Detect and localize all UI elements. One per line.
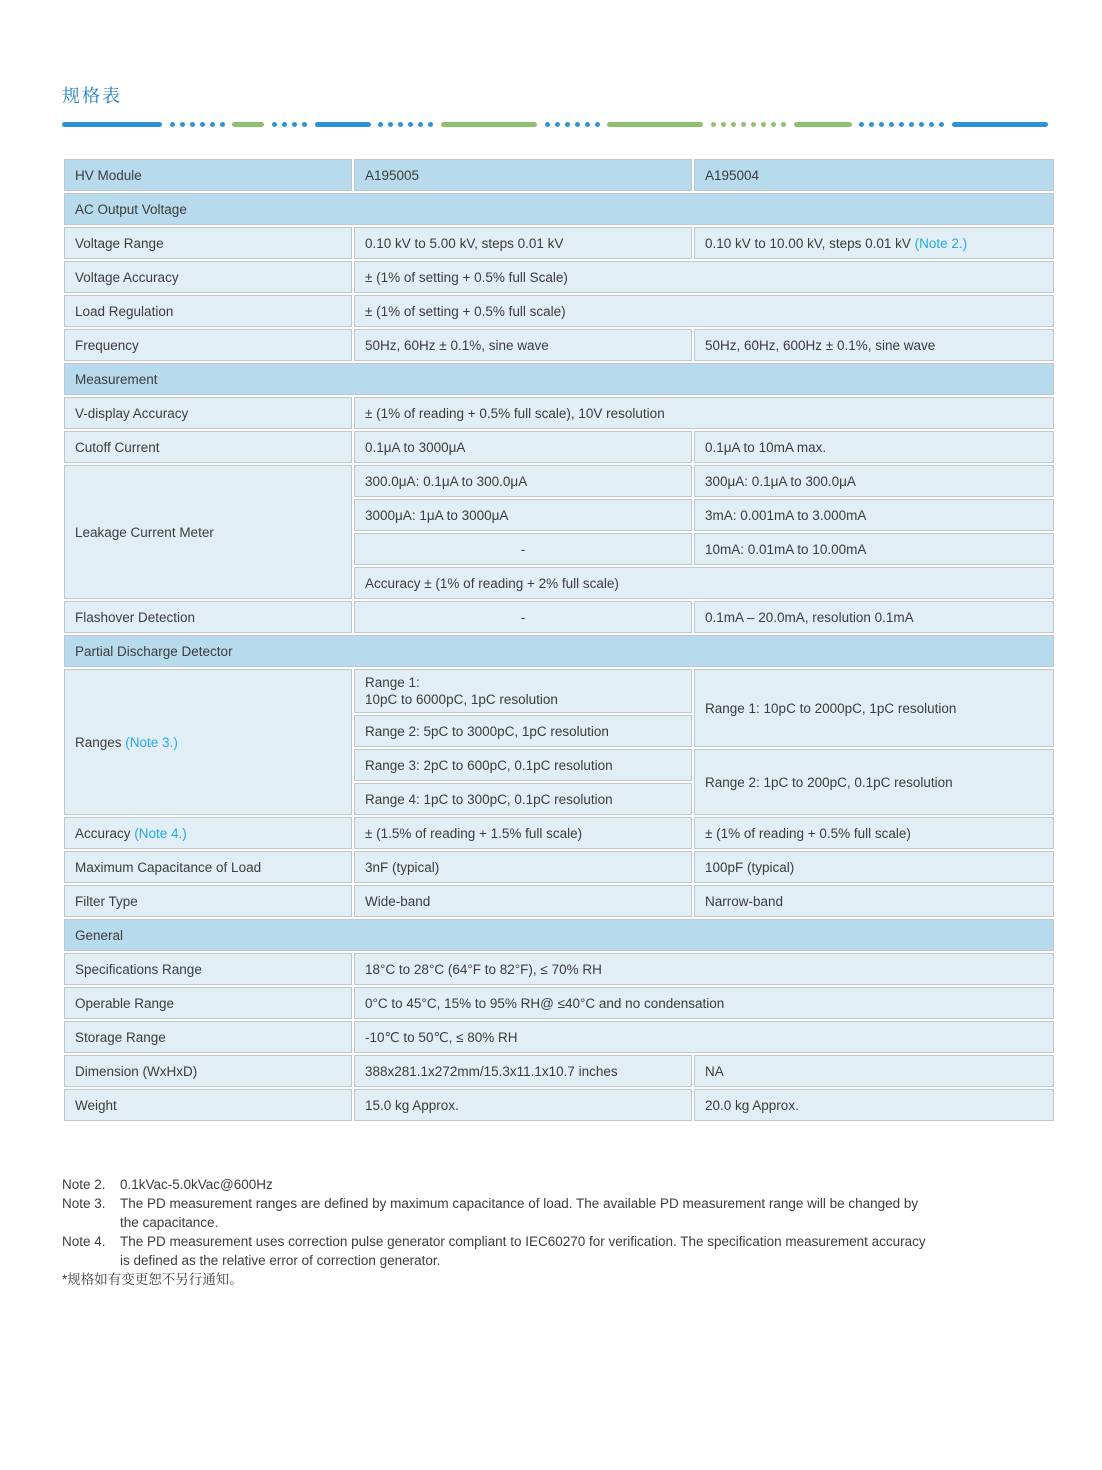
spec-value-b: ± (1% of reading + 0.5% full scale): [694, 817, 1054, 849]
spec-value-a: Wide-band: [354, 885, 692, 917]
spec-label: [64, 669, 352, 815]
spec-label: Voltage Range: [64, 227, 352, 259]
footnote-text: The PD measurement uses correction pulse generator compliant to IEC60270 for verification. The specification measurement accuracy is defined as the relative error of correction generator.: [120, 1234, 926, 1268]
spec-value-a: 0.10 kV to 5.00 kV, steps 0.01 kV: [354, 227, 692, 259]
row-filter-type: [64, 885, 1054, 917]
divider-dash: [315, 122, 371, 127]
spec-value-b: Range 1: 10pC to 2000pC, 1pC resolution: [694, 669, 1054, 747]
spec-label: Dimension (WxHxD): [64, 1055, 352, 1087]
section-measurement: [64, 363, 1054, 395]
spec-value-a: 3nF (typical): [354, 851, 692, 883]
divider-dots: [859, 122, 944, 127]
footnote-prefix: Note 4.: [62, 1234, 106, 1249]
spec-label: Operable Range: [64, 987, 352, 1019]
spec-value-b: NA: [694, 1055, 1054, 1087]
spec-label: V-display Accuracy: [64, 397, 352, 429]
spec-value: 0°C to 45°C, 15% to 95% RH@ ≤40°C and no condensation: [354, 987, 1054, 1019]
spec-label: Voltage Accuracy: [64, 261, 352, 293]
spec-value-a: Range 4: 1pC to 300pC, 0.1pC resolution: [354, 783, 692, 815]
row-leakage-current-meter: [64, 465, 1054, 497]
page-title: 规格表: [62, 86, 122, 106]
footnotes: [62, 1175, 1048, 1289]
spec-value: ± (1% of setting + 0.5% full Scale): [354, 261, 1054, 293]
section-title: General: [64, 919, 1054, 951]
section-title: Partial Discharge Detector: [64, 635, 1054, 667]
spec-value-b: 50Hz, 60Hz, 600Hz ± 0.1%, sine wave: [694, 329, 1054, 361]
spec-value-b: 10mA: 0.01mA to 10.00mA: [694, 533, 1054, 565]
spec-value-a: 300.0μA: 0.1μA to 300.0μA: [354, 465, 692, 497]
row-dimension: [64, 1055, 1054, 1087]
footnote-text: 0.1kVac-5.0kVac@600Hz: [120, 1177, 273, 1192]
spec-value-a: 388x281.1x272mm/15.3x11.1x10.7 inches: [354, 1055, 692, 1087]
header-model-b: A195004: [694, 159, 1054, 191]
spec-value-b: Range 2: 1pC to 200pC, 0.1pC resolution: [694, 749, 1054, 815]
row-weight: [64, 1089, 1054, 1121]
table-header-row: [64, 159, 1054, 191]
row-max-capacitance: [64, 851, 1054, 883]
row-ranges: [64, 669, 1054, 713]
section-pd-detector: [64, 635, 1054, 667]
divider-dash: [952, 122, 1048, 127]
row-storage-range: [64, 1021, 1054, 1053]
footnote-note4: [62, 1232, 1048, 1270]
header-model-a: A195005: [354, 159, 692, 191]
specification-table: [62, 157, 1056, 1123]
spec-label: Weight: [64, 1089, 352, 1121]
spec-value-b: Narrow-band: [694, 885, 1054, 917]
row-specifications-range: [64, 953, 1054, 985]
spec-value-b: 0.1μA to 10mA max.: [694, 431, 1054, 463]
row-frequency: [64, 329, 1054, 361]
spec-value-a: Range 3: 2pC to 600pC, 0.1pC resolution: [354, 749, 692, 781]
spec-label: Frequency: [64, 329, 352, 361]
section-title: AC Output Voltage: [64, 193, 1054, 225]
footnote-note3: [62, 1194, 1048, 1232]
row-flashover-detection: [64, 601, 1054, 633]
divider-dash: [232, 122, 264, 127]
section-general: [64, 919, 1054, 951]
divider-dash: [62, 122, 162, 127]
spec-label: Storage Range: [64, 1021, 352, 1053]
spec-value-a: -: [354, 601, 692, 633]
row-voltage-accuracy: [64, 261, 1054, 293]
section-title: Measurement: [64, 363, 1054, 395]
divider-dots: [170, 122, 225, 127]
divider-dots: [711, 122, 786, 127]
row-v-display-accuracy: [64, 397, 1054, 429]
divider-dots: [378, 122, 433, 127]
spec-value-a: ± (1.5% of reading + 1.5% full scale): [354, 817, 692, 849]
spec-value-b: 0.1mA – 20.0mA, resolution 0.1mA: [694, 601, 1054, 633]
spec-value-text: 0.10 kV to 10.00 kV, steps 0.01 kV: [705, 235, 915, 251]
disclaimer-text: *规格如有变更恕不另行通知。: [62, 1272, 243, 1287]
spec-value: 18°C to 28°C (64°F to 82°F), ≤ 70% RH: [354, 953, 1054, 985]
spec-value-a: 15.0 kg Approx.: [354, 1089, 692, 1121]
spec-value-b: 3mA: 0.001mA to 3.000mA: [694, 499, 1054, 531]
row-pd-accuracy: [64, 817, 1054, 849]
spec-value: -10℃ to 50℃, ≤ 80% RH: [354, 1021, 1054, 1053]
divider-dots: [545, 122, 600, 127]
section-ac-output: [64, 193, 1054, 225]
spec-label: [64, 817, 352, 849]
row-voltage-range: [64, 227, 1054, 259]
footnote-text: The PD measurement ranges are defined by maximum capacitance of load. The available PD measurement range will be changed by the capacitance.: [120, 1196, 919, 1230]
footnote-note2: [62, 1175, 1048, 1194]
spec-value-a: 0.1μA to 3000μA: [354, 431, 692, 463]
spec-label: Cutoff Current: [64, 431, 352, 463]
divider-dash: [441, 122, 537, 127]
range-line1: Range 1:: [365, 675, 420, 690]
divider-dash: [794, 122, 852, 127]
spec-label: Leakage Current Meter: [64, 465, 352, 599]
spec-label-text: Accuracy: [75, 825, 135, 841]
spec-value-a: 50Hz, 60Hz ± 0.1%, sine wave: [354, 329, 692, 361]
note4-ref[interactable]: (Note 4.): [134, 825, 187, 841]
spec-value-a: -: [354, 533, 692, 565]
spec-value-b: 100pF (typical): [694, 851, 1054, 883]
spec-label: Specifications Range: [64, 953, 352, 985]
spec-label: Flashover Detection: [64, 601, 352, 633]
spec-label-text: Ranges: [75, 734, 126, 750]
row-cutoff-current: [64, 431, 1054, 463]
range-line2: 10pC to 6000pC, 1pC resolution: [365, 692, 558, 707]
row-load-regulation: [64, 295, 1054, 327]
note3-ref[interactable]: (Note 3.): [125, 734, 178, 750]
spec-value: Accuracy ± (1% of reading + 2% full scale): [354, 567, 1054, 599]
footnote-prefix: Note 3.: [62, 1196, 106, 1211]
header-product: HV Module: [64, 159, 352, 191]
spec-value-a: 3000μA: 1μA to 3000μA: [354, 499, 692, 531]
footnote-prefix: Note 2.: [62, 1177, 106, 1192]
divider-dots: [272, 122, 307, 127]
note2-ref[interactable]: (Note 2.): [914, 235, 968, 251]
spec-value-b: 20.0 kg Approx.: [694, 1089, 1054, 1121]
spec-label: Load Regulation: [64, 295, 352, 327]
row-operable-range: [64, 987, 1054, 1019]
spec-value: ± (1% of reading + 0.5% full scale), 10V resolution: [354, 397, 1054, 429]
decorative-divider: [62, 121, 1048, 127]
spec-value-a: [354, 669, 692, 713]
spec-value-b: [694, 227, 1054, 259]
spec-value-b: 300μA: 0.1μA to 300.0μA: [694, 465, 1054, 497]
spec-value: ± (1% of setting + 0.5% full scale): [354, 295, 1054, 327]
spec-label: Maximum Capacitance of Load: [64, 851, 352, 883]
spec-value-a: Range 2: 5pC to 3000pC, 1pC resolution: [354, 715, 692, 747]
divider-dash: [607, 122, 703, 127]
spec-label: Filter Type: [64, 885, 352, 917]
